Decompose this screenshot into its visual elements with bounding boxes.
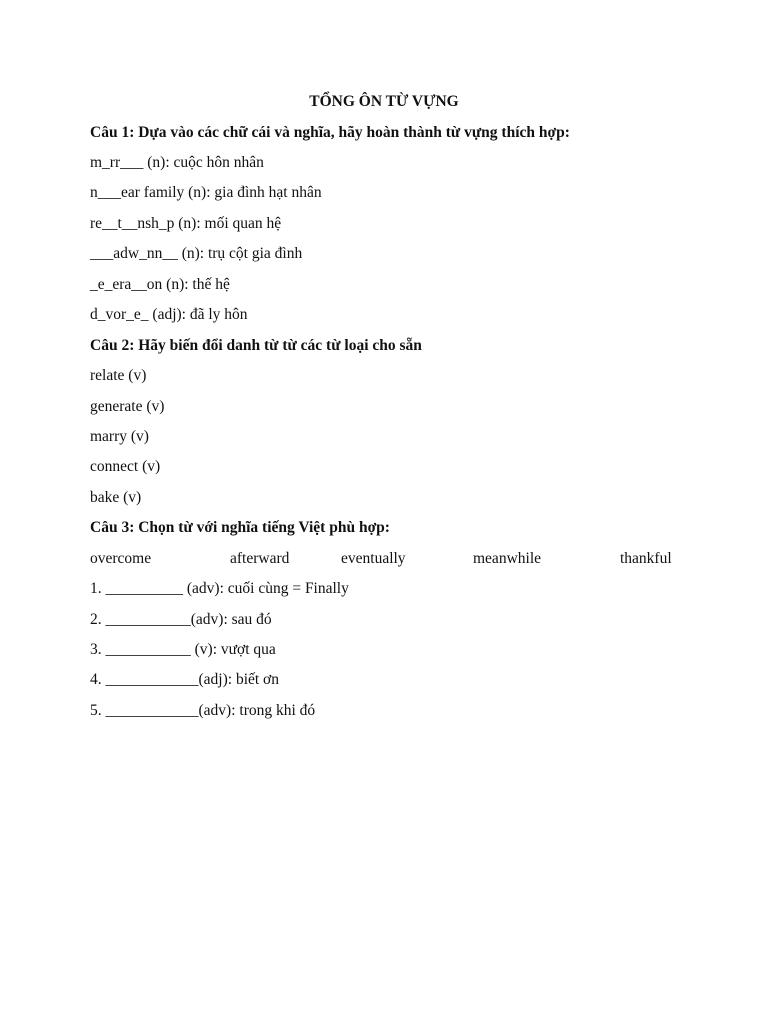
word-bank-item: eventually	[341, 550, 406, 567]
q3-item-1: 1. __________ (adv): cuối cùng = Finally	[90, 580, 349, 597]
q3-item-3: 3. ___________ (v): vượt qua	[90, 641, 276, 658]
question-1-heading: Câu 1: Dựa vào các chữ cái và nghĩa, hãy hoàn thành từ vựng thích hợp:	[90, 124, 570, 141]
q1-item-6: d_vor_e_ (adj): đã ly hôn	[90, 306, 248, 323]
q3-item-5: 5. ____________(adv): trong khi đó	[90, 702, 316, 719]
word-bank-item: meanwhile	[473, 550, 542, 567]
q2-item-4: connect (v)	[90, 458, 161, 475]
q1-item-3: re__t__nsh_p (n): mối quan hệ	[90, 215, 282, 232]
word-bank-item: overcome	[90, 550, 152, 567]
q1-item-1: m_rr___ (n): cuộc hôn nhân	[90, 154, 264, 171]
q2-item-3: marry (v)	[90, 428, 149, 445]
q3-item-2: 2. ___________(adv): sau đó	[90, 611, 272, 628]
q2-item-5: bake (v)	[90, 489, 142, 506]
q1-item-4: ___adw_nn__ (n): trụ cột gia đình	[90, 245, 303, 262]
q2-item-2: generate (v)	[90, 398, 165, 415]
word-bank-item: afterward	[230, 550, 290, 567]
q1-item-5: _e_era__on (n): thế hệ	[90, 276, 230, 293]
q1-item-2: n___ear family (n): gia đình hạt nhân	[90, 184, 322, 201]
question-3-heading: Câu 3: Chọn từ với nghĩa tiếng Việt phù hợp:	[90, 519, 390, 536]
word-bank-item: thankful	[620, 550, 672, 567]
q3-item-4: 4. ____________(adj): biết ơn	[90, 671, 280, 688]
q2-item-1: relate (v)	[90, 367, 147, 384]
word-bank	[90, 549, 673, 569]
question-2-heading: Câu 2: Hãy biến đổi danh từ từ các từ loại cho sẵn	[90, 337, 422, 354]
document-title: TỔNG ÔN TỪ VỰNG	[309, 93, 459, 110]
